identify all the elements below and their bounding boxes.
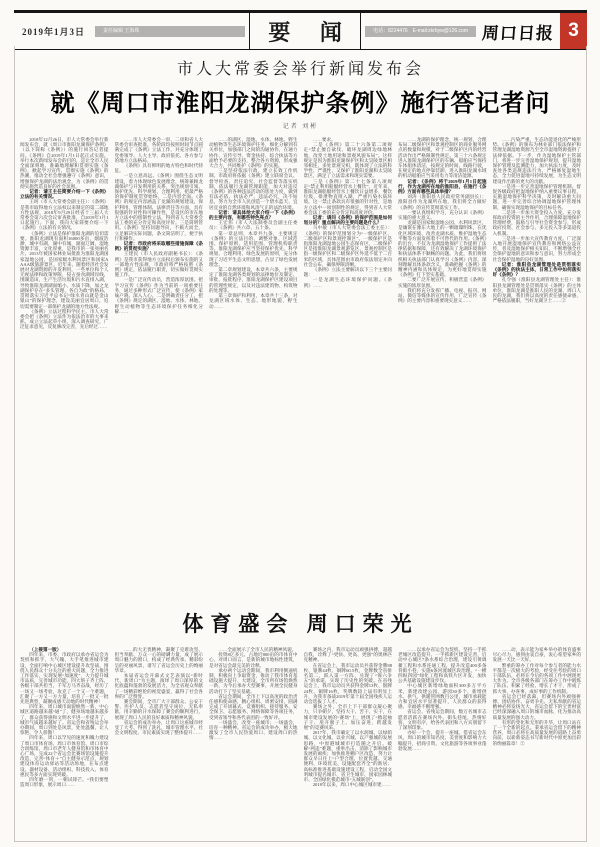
body-paragraph: 《条例》具有鲜明的地方特色和时代特征。 bbox=[114, 163, 203, 174]
question-paragraph: 记者：请问《条例》的保护范围是如何划分的？重点解决的主要问题是什么？ bbox=[303, 215, 392, 226]
body-paragraph: 一是立意高远。《条例》围绕生态文明建设，着力体现绿色发展理念，统筹兼顾龙湖保护与开发利用的关系，突出规划引领、保护优先、科学规划、合理利用，把最严格的保护制度贯穿始终。二是内容全面。《条例》的规定内容涵盖了龙湖的规划建设、保护利用、管理体制、法律责任等方面，具有很强的针对性和可操作性，是设区的市在地方立法中的创制性立法，得到省人大常委会法工委的充分肯定和高度评价。三是简明管用。《条例》坚持问题导向，不搞大而全，立足解决实际问题，条文简洁明了，便于执行和操作。 bbox=[114, 173, 203, 241]
body-paragraph: ……龙湖的保护理念，统一规划，合理布局二级保护区和景观控制区的商业服务网点的数量和规模，对于二级保护区内的经营活动作出严格限制性规定。第三十六条规定进入淮阳龙湖保护区的车辆、船舶应当保持车体船体清洁，按规定的时间、线路行驶，在规定的地点停靠装卸，进入淮阳龙湖水域的机动船舶应当采用电力等清洁能源。 bbox=[398, 137, 487, 179]
question-paragraph: 记者：请具体给大家介绍一下《条例》的主要内容，有哪些特色亮点？ bbox=[209, 209, 298, 221]
issue-date: 2019年1月3日 bbox=[22, 26, 86, 37]
body-paragraph: 第一章总则，本章共九条，主要规定《条例》的立法目的、调整对象、区域范围、保护原则、适用范围、管理机构职责等。淮阳龙湖保护应当坚持保护优先、科学规划、合理利用、绿色发展的原则，充分体现了习近平生态文明思想，凸显了绿色发展理念。 bbox=[209, 230, 298, 267]
body-paragraph: 刘涛（淮阳县人民政府常务副县长）：淮阳县作为龙湖所在地，我们将全力做好《条例》的宣传贯彻落实工作。 bbox=[398, 194, 487, 210]
body-paragraph: 有形的变化和无形的升华，让周口站在了一个全新的起点。秉承省运会留下的精神营养，周口必将在高质量发展的道路上奋勇向前，以崭新姿态书写新时代中原更加出彩的绚丽篇章！② bbox=[492, 719, 581, 746]
section-title: 要 闻 bbox=[249, 13, 361, 49]
body-paragraph: 三是进一步加大宣传教育力度。广泛深入地开展湿地保护宣传教育和网络公益宣传，普及湿地保护相关知识，不断增强全社会保护湿地的意识和参与意识，努力形成全社会保护湿地的良好氛围。 bbox=[492, 235, 581, 262]
body-paragraph: 2017年，我市确定了以水润城、以绿荫城、以文化城、以业兴城、以产强城的发展思路，中原港城城市打造随之开启。破解“两违”难题，重拳出击，消除了影响城市发展的顽疾；加快推进棚户区改造，努力让群众早日住上“户型合理、位置优越、交通便利、环境优美、设施配套齐全”的新居；高标准推进基础设施建设工程，启动全国文明城市提名城市、省卫生城市、国家园林城市、全国绿化模范城市“五城联创”。 bbox=[303, 730, 392, 783]
contact-bar: 电话：8224476 E-mail:zkrbyw@126.com bbox=[365, 26, 476, 37]
body-paragraph: 在省运会上，我市运动员共获得金牌88枚、银牌44枚、铜牌60.5枚，金牌数全省排名第二，跃入第一方阵，兑现了“保六争五”的承诺，实现了历史性的突破。在省残运会上，我市运动员共获得金牌13枚、银牌24枚、铜牌16枚，奖牌数较上届有明显上升，为我市备战2019年第十届全国残疾人运动会选拔了人才。 bbox=[303, 662, 392, 705]
article-title: 就《周口市淮阳龙湖保护条例》施行答记者问 bbox=[50, 91, 551, 117]
text-column bbox=[209, 647, 298, 847]
body-paragraph: 2018年12月26日，市人大常委会举行新闻发布会，就《周口市淮阳龙湖保护条例》（以下简称《条例》）的施行回答记者提问。《条例》自2019年1月1日起正式实施。举行本次新闻发布会的目的，是让全市人民全面深刻地、准确地理解和贯彻实施《条例》，掀起学习宣传、贯彻实施《条例》的热潮，推动全社会增强遵守《条例》意识，增强保护龙湖的法治观念，为《条例》的贯彻实施营造良好的社会氛围。 bbox=[20, 137, 109, 189]
body-paragraph: 投资8亿多元、占地近800亩的市体育中心，对周口而言，是新的城市地标性建筑，是对省运会最完美的诠释。 bbox=[209, 652, 298, 668]
text-column bbox=[398, 137, 487, 597]
question-paragraph: 记者：《条例》将于2019年1月1日起施行，作为龙湖所在地的淮阳县，在施行《条例》方面有哪些具体举措？ bbox=[398, 178, 487, 195]
body-paragraph: 中心城区新增绿地面积300多万平方米，新建改建公园、游园30多个，新增供水、供气、供暖管网数百公里，城市承载能力和宜居水平显著提升，人民群众的获得感、幸福感不断增强。 bbox=[398, 683, 487, 710]
body-paragraph: 省运会、省残运会期间，数万名城市志愿者活跃在赛场内外、街头巷尾，热情好客、文明有序，给各代表团和八方宾朋留下了深刻印象。 bbox=[398, 709, 487, 731]
text-column bbox=[304, 647, 393, 847]
text-column bbox=[209, 137, 298, 597]
text-column bbox=[115, 137, 204, 597]
body-paragraph: 《条例》立法是保护淮阳龙湖的迫切需要。淮阳龙湖现有面积16000多亩，烟波浩渺，城中有湖，湖中有城，湖面辽阔，湿地资源丰富，文化厚重，是我市的一张亮丽名片。2013年被国家林业局批准为淮阳龙湖国家湿地公园，是国家级水利风景区和国家AAAA级旅游景区。近年来，随着经济社会发展对龙湖资源的开发利用，一些单位和个人无视法律和政策界限，侵占蚕食湖域岸线，围湖造田，生产生活垃圾和污水直排入湖，导致淮阳龙湖湖面缩小、水质下降，加之龙湖保护存在“多头管理、各自为政”的格局，贯彻落实习近平总书记“绿水青山就是金山银山”的保护理念，建设美丽宜居周口，迫切需要制定一部保护龙湖的地方性法规。 bbox=[20, 230, 109, 309]
question-paragraph: 记者：请王主任简要介绍一下《条例》立法的有关情况。 bbox=[20, 189, 109, 200]
article-sports-gala bbox=[20, 608, 581, 847]
body-paragraph: ……市人大常委会一审、二审和省人大常委会审查批准，各阶段均按照时间节点圆满完成了《条例》立法工作，并充分体现了党委领导、人大主导、政府依托、各方参与的地方立法格局。 bbox=[114, 137, 203, 163]
content-frame bbox=[14, 46, 587, 842]
text-column bbox=[115, 647, 204, 847]
body-paragraph: 本届省运会开幕式文艺表演以“新时代、新周口”为主题，演绎了周口深厚的文化底蕴和蓬勃的发展活力，为全省观众奉献了一场精彩绝伦的视觉盛宴，赢得了社会各界的广泛赞誉。 bbox=[114, 673, 203, 699]
body-paragraph: 省运会期间，全市上下以高度的政治责任感和使命感，精心组织、周密安排，圆满完成了开闭幕式、竞赛组织、接待服务、安全保卫、志愿服务、网络保障等各项任务，受到省领导和各代表团的一致好评。 bbox=[209, 693, 298, 720]
page-number-badge: 3 bbox=[560, 13, 587, 49]
body-paragraph: 二是《条例》第二十六条第二项规定“禁止擅自砍伐、破坏龙湖周边绿地林地，改变土地用途和景观风貌布局”。这样规定是因为淮阳龙湖保护区和太昊陵景区相邻相连，多处景观交织，既体现了立法的科学性、严谨性，又保护了淮阳龙湖和太昊陵景区，满足了立法需求和现实需要。 bbox=[303, 142, 392, 179]
question-paragraph: 记者：淮阳县龙湖管理处是贯彻落实《条例》的执法主体，日常工作中如何落实好《条例》？ bbox=[492, 261, 581, 278]
body-paragraph: ……全面展示了全市人民的精神风貌。 bbox=[218, 647, 297, 652]
body-paragraph: 繁重的筹办工作对每个参与者的能力水平都是一次极大的考验，经受住考验的周口干部队伍，必将在今后的各项工作中展现更大作为。全市各级各部门在筹办工作中锻炼了队伍、积累了经验、增长了才干，形成了抓大事、办喜事、成好事的工作机制。 bbox=[492, 662, 581, 694]
body-paragraph: 办好一个会，提升一座城。借省运会东风，周口的城市知名度、美誉度和影响力大幅提升，招商引资、文化旅游等各项事业蓬勃发展…… bbox=[398, 730, 487, 751]
body-paragraph: 赛会期间，全市广大干部群众、公安干警、医护人员、志愿者坚守岗位、无私奉献，用辛勤的汗水保障了赛会的顺利进行，展现了周口人民的良好素质和精神风貌。 bbox=[114, 699, 203, 720]
header-left bbox=[14, 13, 249, 49]
body-paragraph: 承办两个运动会期间，我市利用倒逼机制，积极向上争取资金，推动了我市体育基础设施大提升、大建设，全市所有场馆焕然一新，为今后承办大型赛事、开展全民健身活动打下了坚实基础。 bbox=[209, 667, 298, 694]
body-paragraph: 龙湖是国家级湿地公园、水利风景区，是镶嵌在豫东大地上的一颗璀璨明珠，在优化区域环境、改善龙湖水质、维护湿地生态平衡等方面发挥着不可替代的作用。《条例》的出台，不仅为龙湖湿地保护工作提供了法律依据和保障，还有效解决了龙湖环境保护和执法体系不顺畅的问题。为此，我们将组织相关执法部门认真学习《条例》内容，深刻理解具体条款含义，准确把握《条例》的精神内涵和具体规定，为更好地贯彻实施《条例》打下坚实基础。 bbox=[398, 220, 487, 278]
body-paragraph: 省运会已经落幕，但赛场内外顽强拼搏、团结协作、奋勇争先、无私奉献的省运精神必将发扬光大，省运会留下的宝贵财富已经深深融入周口的城市血脉，化为推动高质量发展的强大动力。 bbox=[492, 693, 581, 720]
body-paragraph: ……要求。 bbox=[312, 137, 336, 142]
body-paragraph: 二要广泛开展宣传，积极营造《条例》实施的浓厚氛围。 bbox=[398, 277, 487, 288]
article-lake-regulation bbox=[20, 56, 581, 597]
body-paragraph: 王建民（市人民政府副秘书长）：《条例》是我市获得地方立法权后颁布实施的又一部地方性法规，市政府将严格按照《条例》规定，依法履行职责，切实做好贯彻实施工作。 bbox=[114, 251, 203, 278]
text-column bbox=[20, 137, 109, 597]
body-paragraph: ……动，表示能为家乡举办的体育盛事尽心尽力，感到由衷自豪，衷心希望家乡的发展一天比一天好。 bbox=[492, 647, 581, 663]
body-paragraph: 二是进一步加大资金投入力度。充分发挥政府投资的主导作用，合理保障湿地保护管理经费，鼓励与引导社会资金参与，形成政府投资、社会参与、多元投入等多渠道投入机制。 bbox=[492, 209, 581, 236]
body-paragraph: 三是《条例》第二十七条第八项规定“禁止利用船艇经营水上餐饮”。近年来，淮阳龙湖船艇经营水上餐饮日益增多，餐饮垃圾、排泄物直排入湖，严重污染水质环境。这一禁止条款具有很强的针对性，是地方立法中一项创制性的规定，得到省人大常委会法工委的充分肯定和高度评价。 bbox=[303, 178, 392, 215]
body-paragraph: 王宏伟（市人大法制委员会副主任委员）：《条例》共六章、五十条。 bbox=[209, 220, 298, 231]
body-paragraph: 第二章规划建设，本章共六条，主要规定了淮阳龙湖各类规划的法律地位及制定、审批、报批程序，淮阳龙湖保护区建设项目的管理性规定，以及对违法建筑物、构筑物的处理等。 bbox=[209, 267, 298, 293]
text-column bbox=[493, 647, 582, 847]
body-paragraph: 2018年以来，周口中心城区城市建…… bbox=[312, 782, 391, 788]
body-paragraph: 一要认真组织学习，充分认识《条例》实施的重大意义。 bbox=[398, 209, 487, 221]
body-paragraph: ……的湖区、湿地、水体、林地、野生动植物等生态环境保护任务，细化分解到有关单位，加强部门之间的沟通协作，在通力协作、宣传引导、资金扶持、综合执法等方面给予必要的支持，整合各方资源，形成强大合力，共同维护《条例》的实施。 bbox=[209, 137, 298, 169]
body-paragraph: 四年来，周口以罕见的速度和魄力建设了周口市体育场、周口市体育馆、周口市综合训练馆、周口市老年人健身馆和市体育中心广场，完成22个省运会比赛场馆设施提升改造，完善“体育＋”自主健身示范点，规划建设体育运动驿站等活动场地，在布点建设、器材设备、活动组织、科技投入、体育惠民等多方面实现突破。 bbox=[20, 735, 109, 777]
text-column bbox=[304, 137, 393, 597]
body-paragraph: 我们将充分发挥广播、电视、报刊、网站、微信等媒体的宣传作用，广泛宣传《条例》的主要内容和重要现实意义…… bbox=[398, 287, 487, 304]
body-paragraph: 王珂（市人大常委会副主任）：《条例》是我市取得地方立法权以来制定的第二部地方性法规，2018年9月29日经省十三届人大常委会第六次会议审查批准，自2019年1月1日起施行。下面，我向大家简要介绍一下《条例》立法的有关情况。 bbox=[20, 199, 109, 231]
body-paragraph: 孔令强（淮阳县龙湖管理处主任）：淮阳县龙湖管理处是贯彻落实《条例》的主体单位，淮阳龙湖是淮阳人民的龙湖、周口人民的龙湖，我们将以高度的责任感使命感，严格依法履职，当好龙湖卫士……② bbox=[492, 277, 581, 304]
body-paragraph: ……污染严重、生态功能退化的严峻形势。《条例》的颁布为林业部门依法保护和管理龙湖湿地资源乃至全市湿地资源提供了法律依据。下一步，作为湿地保护主管部门，将进一步完善湿地保护规划，提升湿地保护管理及监测能力，加大执法力度，及时查处各类违规违法行为，严格修复湿地生态，全力促进湿地可持续发展，为生态文明建设作出新的更大的贡献。 bbox=[492, 137, 581, 184]
article-columns bbox=[20, 647, 581, 847]
article-title: 体育盛会 周口荣光 bbox=[182, 612, 419, 636]
article-columns bbox=[20, 137, 581, 597]
text-column bbox=[398, 647, 487, 847]
body-paragraph: ……以承办省运会为契机，坚持一手抓老城区改造提升、一手抓新区建设完善，启动中心城区7条水系综合治理，建设引黄调蓄工程和水系连通工程，提升改造400多条背街小巷，实施6条河流城区段治理、“一横四纵四园”绿化工程和高铁片区开发，加快公共基础设施建设步伐。 bbox=[398, 647, 487, 684]
body-paragraph: 《条例》立法过程科学民主。市人大常委会把《条例》立法作为依法治市的大事来抓，成立立法起草小组，深入调查研究，广泛征求意见，反复修改完善，先后经过…… bbox=[20, 308, 109, 330]
editor-bar: 责任编辑 王海珠 bbox=[95, 26, 245, 37]
body-paragraph: 省运会的成功举办，让周口这座城市经受了大考、得到了洗礼，城市管理水平、社会文明程度、市民素质实现了整体提升…… bbox=[114, 719, 203, 736]
body-paragraph: 第三章保护和利用，本章共十三条，对龙湖区域水体、生态、地形地貌、野生动…… bbox=[209, 293, 298, 309]
body-paragraph: 马中敏（市人大常委会法工委主任）：《条例》的保护范围划分为“一级保护区、二级保护区和景观控制区”。一级保护区是指淮阳龙湖湿地公园生态保育区，二级保护区是指淮阳龙湖景观游览区，景观控制区是指一级保护区和二级保护区外延不低于二百米的区域，具体范围由市政府依法划定并向社会公布，确保界限清晰。 bbox=[303, 225, 392, 267]
body-paragraph: 《条例》立法主要解决以下三个主要问题： bbox=[303, 267, 392, 278]
masthead-logo: 周口日报 bbox=[481, 23, 555, 43]
article-kicker: 市人大常委会举行新闻发布会 bbox=[176, 61, 424, 78]
text-column bbox=[20, 647, 109, 847]
body-paragraph: 一是广泛宣传动员，营造浓厚氛围。把学习宣传《条例》作为当前的一项重要任务，通过多种形式广泛宣传，使《条例》家喻户晓、深入人心。二是明确责任分工，把《条例》规定的湖区、湿地、水体、林地、野生动植物等生态环境保护任务细化分解…… bbox=[114, 277, 203, 314]
article-byline: 记者 刘彬 bbox=[282, 124, 319, 130]
body-paragraph: 一是进一步完善湿地保护管理机制。督促各级政府把湿地保护纳入重要议事日程，实施湿地保护科学决策，及时解决重大问题，进一步完善综合协调湿地保护管理体制，确保实现湿地保护的目标任务。 bbox=[492, 183, 581, 210]
question-paragraph: （上接第一版） bbox=[29, 647, 62, 652]
question-paragraph: 记者：市政府将采取哪些措施保障《条例》的贯彻实施？ bbox=[114, 241, 203, 252]
body-paragraph: 四年磨一剑，一朝试锋芒。“我们要塑造周口形象，展示周口…… bbox=[20, 777, 109, 788]
text-column bbox=[493, 137, 582, 597]
body-paragraph: ……的大无畏精神，凝聚了克难攻坚、担当奉献、万众一心的磅礴力量，成了展示周口魅力的窗口，构成了经典传承、精彩纷呈的亮丽风景，谱写了省运会历史上的绚丽华章。 bbox=[114, 647, 203, 673]
body-paragraph: 四年来，市委、市政府以承办省运会为契机和抓手，大气魄、大手笔推进城市建设，全面打响中心城区建设提升攻坚战，围绕人民群众十分关注的重大问题，全力推进工作落实，实现发展“加速度”，大力提升城市品质，完善城市功能。四大班子齐上阵，各级干部共担当，千军万马齐奋战，经历了一场又一场考验，攻克了一个又一个难题，汇聚了一方又一方力量，培育了一批又一批先进典型，凝聚成感天动地的时代精神！ bbox=[20, 652, 109, 705]
body-paragraph: 四年来，周口城市面貌焕然一新，中心城区道路越来越“通”了，健身场地越来越多了，群众获得感和文明水平进一步提升了，城市气质越来越好了。省运会和省残运会举办期间，周口到处是风景，处处温馨，让人惊艳、令人骄傲！ bbox=[20, 704, 109, 736]
body-paragraph: 赛场之外，全市上下干部群众凝心聚力，只争朝夕，坚持大干、苦干、实干，在城市建设发展的“赛场”上，展现了“撸起袖子干、甩开膀子上、加压奋进、跨越发展”的竞赛风采。 bbox=[303, 704, 392, 731]
body-paragraph: 三是坚持依法行政，建立长效工作机制。市政府将依据《条例》建立联席会议、督导检查、责任追究、社会监督等落实机制，依法履行龙湖管理职能，加大对违反《条例》的各种违法活动的惩处力度，做到有法必依、执法必严、违法必究，决不姑息，努力为全市人民创造一个碧水蓝天、宜居宜业的自然环境和风清气正的法治环境。 bbox=[209, 168, 298, 210]
body-paragraph: 一是龙湖生态环境保护问题。《条例》…… bbox=[303, 277, 392, 288]
header-right bbox=[361, 13, 587, 49]
page-header bbox=[14, 10, 587, 50]
body-paragraph: 一场盛会，改变一座城市；一场盛会，培育一种精神。省运会的成功举办，极大地激发了全市人民热爱周口、建设周口的热情…… bbox=[209, 719, 298, 741]
body-paragraph: 赛场之内，我市运动员顽强拼搏，超越自我，诠释了“更快、更高、更强”的奥林匹克精神。 bbox=[303, 647, 392, 663]
